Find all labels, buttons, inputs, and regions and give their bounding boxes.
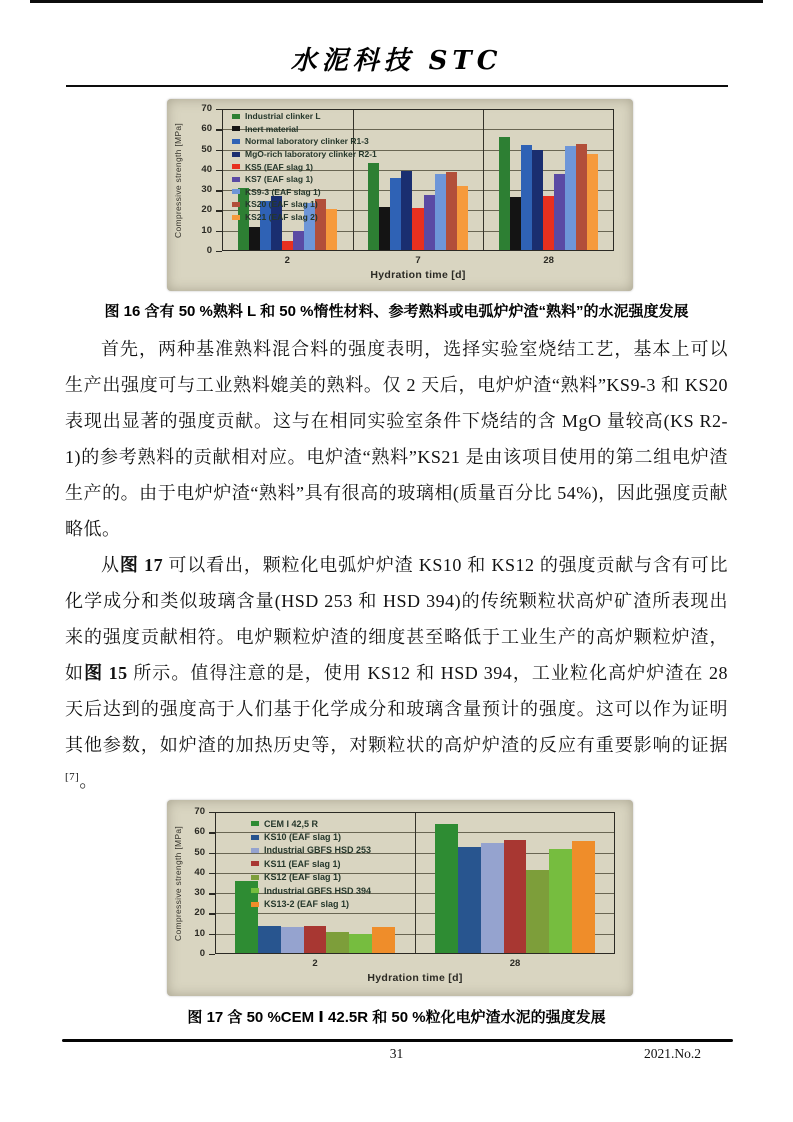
y-tick-label: 70 — [194, 806, 205, 817]
legend-item — [251, 830, 371, 843]
legend-item — [232, 110, 377, 123]
x-tick-label: 28 — [543, 255, 554, 266]
page-number: 31 — [389, 1046, 404, 1061]
legend-swatch — [232, 164, 240, 169]
legend-swatch — [251, 875, 259, 880]
legend-label: KS13-2 (EAF slag 1) — [264, 899, 350, 910]
legend-label: KS20 (EAF slag 1) — [245, 199, 318, 210]
figure16-bar-chart — [167, 99, 633, 291]
text-run: 所示。值得注意的是，使用 KS12 和 HSD 394，工业粒化高炉炉渣在 28 天后达到的强度高于人们基于化学成分和玻璃含量预计的强度。这可以作为证明其他参数，如炉渣的加热历史等，对颗粒状的高炉炉渣的反应有重要影响的证据 — [65, 663, 728, 755]
legend-item — [251, 844, 371, 857]
legend-label: Industrial clinker L — [245, 111, 321, 122]
paragraph — [65, 331, 728, 547]
legend-label: KS11 (EAF slag 1) — [264, 858, 341, 869]
legend-item — [232, 123, 377, 136]
legend-label: KS5 (EAF slag 1) — [245, 161, 314, 172]
legend-swatch — [251, 835, 259, 840]
legend-item — [232, 186, 377, 199]
y-tick-label: 60 — [194, 826, 205, 838]
text-run: 。 — [79, 771, 98, 791]
y-tick-label: 40 — [201, 163, 212, 175]
text-run: 首先，两种基准熟料混合料的强度表明，选择实验室烧结工艺，基本上可以生产出强度可与工业熟料媲美的熟料。仅 2 天后，电炉炉渣“熟料”KS9-3 和 KS20 表现出显著的强度贡献。这与在相同实验室条件下烧结的含 MgO 量较高(KS R2-1)的参考熟料的贡献相对应。电炉渣“熟料”KS21 是由该项目使用的第二组电炉渣生产的。由于电炉炉渣“熟料”具有很高的玻璃相(质量百分比 54%)，因此强度贡献略低。 — [65, 339, 728, 539]
legend-item — [232, 148, 377, 161]
legend-item — [251, 857, 371, 870]
legend-swatch — [232, 126, 240, 131]
footer-divider-rule — [62, 1039, 733, 1042]
legend-label: Normal laboratory clinker R1-3 — [245, 136, 369, 147]
legend-swatch — [232, 189, 240, 194]
y-tick-label: 40 — [194, 866, 205, 878]
legend-label: MgO-rich laboratory clinker R2-1 — [245, 149, 377, 160]
figure17-bar-chart — [167, 800, 633, 996]
legend-swatch — [251, 861, 259, 866]
y-tick-label: 30 — [201, 184, 212, 196]
x-axis-title: Hydration time [d] — [370, 269, 466, 281]
y-tick-label: 60 — [201, 123, 212, 135]
x-tick-label: 7 — [415, 255, 421, 266]
text-run: 图 15 — [84, 663, 128, 683]
journal-header-title: 水泥科技 STC — [290, 46, 503, 76]
y-tick-label: 30 — [194, 887, 205, 899]
x-tick-label: 28 — [509, 958, 521, 969]
body-text — [65, 331, 728, 799]
chart-legend — [251, 817, 371, 911]
y-tick-label: 70 — [201, 103, 212, 114]
legend-item — [251, 884, 371, 897]
y-tick-label: 20 — [194, 907, 205, 919]
legend-label: KS12 (EAF slag 1) — [264, 872, 342, 883]
legend-swatch — [232, 177, 240, 182]
text-run: 图 17 — [119, 555, 164, 575]
y-tick-label: 20 — [201, 204, 212, 216]
legend-label: Industrial GBFS HSD 253 — [264, 845, 372, 856]
legend-swatch — [251, 821, 259, 826]
legend-swatch — [232, 139, 240, 144]
header-divider-rule — [66, 85, 728, 87]
legend-item — [232, 160, 377, 173]
legend-label: KS9-3 (EAF slag 1) — [245, 186, 321, 197]
y-tick-label: 0 — [199, 948, 205, 959]
y-tick-label: 10 — [201, 224, 212, 236]
legend-swatch — [232, 152, 240, 157]
legend-item — [251, 817, 371, 830]
figure16-caption: 图 16 含有 50 %熟料 L 和 50 %惰性材料、参考熟料或电弧炉炉渣“熟料”的水泥强度发展 — [104, 303, 689, 320]
legend-label: Inert material — [245, 123, 299, 134]
legend-swatch — [251, 902, 259, 907]
legend-swatch — [232, 114, 240, 119]
legend-label: KS7 (EAF slag 1) — [245, 174, 314, 185]
legend-swatch — [232, 215, 240, 220]
legend-item — [232, 173, 377, 186]
legend-label: Industrial GBFS HSD 394 — [264, 885, 372, 896]
y-tick-label: 0 — [206, 245, 212, 256]
x-tick-label: 2 — [284, 255, 290, 266]
legend-label: KS10 (EAF slag 1) — [264, 832, 342, 843]
legend-label: KS21 (EAF slag 2) — [245, 212, 318, 223]
text-run: 从 — [101, 555, 120, 575]
legend-swatch — [251, 888, 259, 893]
top-border-rule — [30, 0, 763, 3]
y-axis-label: Compressive strength [MPa] — [173, 825, 183, 941]
legend-item — [232, 198, 377, 211]
y-tick-mark — [216, 251, 222, 252]
legend-swatch — [232, 202, 240, 207]
x-axis-title: Hydration time [d] — [367, 972, 463, 984]
x-tick-label: 2 — [312, 958, 318, 969]
legend-item — [232, 135, 377, 148]
chart-legend — [232, 110, 377, 223]
y-tick-label: 50 — [201, 143, 212, 155]
legend-item — [251, 897, 371, 910]
figure17-caption: 图 17 含 50 %CEM Ⅰ 42.5R 和 50 %粒化电炉渣水泥的强度发展 — [187, 1009, 606, 1026]
y-tick-label: 50 — [194, 846, 205, 858]
y-axis-label: Compressive strength [MPa] — [173, 122, 183, 238]
legend-swatch — [251, 848, 259, 853]
legend-item — [251, 871, 371, 884]
paragraph — [65, 547, 728, 799]
citation-ref: [7] — [65, 771, 80, 783]
y-tick-label: 10 — [194, 927, 205, 939]
y-tick-mark — [209, 954, 215, 955]
legend-label: CEM I 42,5 R — [264, 818, 319, 829]
legend-item — [232, 211, 377, 224]
text-run: 可以看出，颗粒化电弧炉炉渣 KS10 和 KS12 的强度贡献与含有可比化学成分和类似玻璃含量(HSD 253 和 HSD 394)的传统颗粒状高炉矿渣所表现出来的强度贡献相符。电炉颗粒炉渣的细度甚至略低于工业生产的高炉颗粒炉渣，如 — [65, 555, 729, 683]
issue-label: 2021.No.2 — [644, 1046, 701, 1061]
